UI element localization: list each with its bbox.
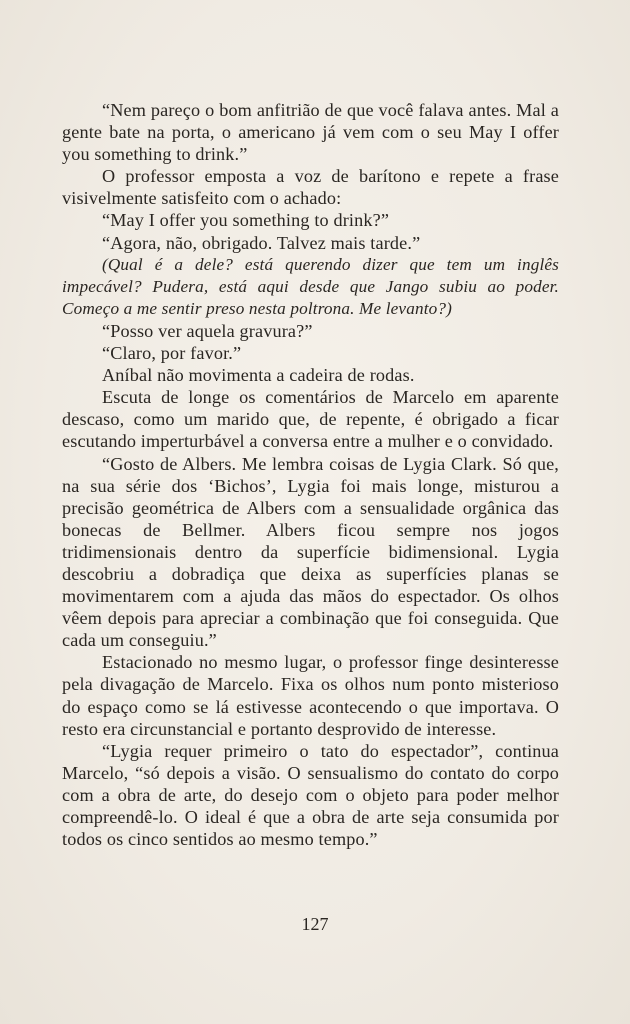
- paragraph-4: “Agora, não, obrigado. Talvez mais tarde.”: [102, 232, 421, 253]
- body-text: [62, 99, 559, 850]
- paragraph-7: “Claro, por favor.”: [102, 343, 242, 364]
- paragraph-10: “Gosto de Albers. Me lembra coisas de Lygia Clark. Só que, na sua série dos ‘Bichos’, Lygia foi mais longe, misturou a precisão geométrica de Albers com a sensualidade orgânica das bonecas de Bellmer. Albers ficou sempre nos jogos tridimensionais dentro da superfície bidimensional. Lygia descobriu a dobradiça que deixa as superfícies planas se movimentarem com a ajuda das mãos do espectador. Os olhos vêem depois para apreciar a combinação que foi conseguida. Que cada um conseguiu.”: [62, 453, 559, 651]
- paragraph-8: Aníbal não movimenta a cadeira de rodas.: [102, 365, 415, 386]
- paragraph-6: “Posso ver aquela gravura?”: [102, 320, 313, 341]
- paragraph-5-italic-aside: (Qual é a dele? está querendo dizer que tem um inglês impecável? Pudera, está aqui desde que Jango subiu ao poder. Começo a me sentir preso nesta poltrona. Me levanto?): [62, 254, 559, 318]
- paragraph-2: O professor emposta a voz de barítono e repete a frase visivelmente satisfeito com o achado:: [62, 166, 559, 209]
- paragraph-3: “May I offer you something to drink?”: [102, 210, 390, 231]
- paragraph-11: Estacionado no mesmo lugar, o professor finge desinteresse pela divagação de Marcelo. Fixa os olhos num ponto misterioso do espaço como se lá estivesse acontecendo o que importava. O resto era circunstancial e portanto desprovido de interesse.: [62, 652, 559, 739]
- paragraph-12: “Lygia requer primeiro o tato do espectador”, continua Marcelo, “só depois a visão. O sensualismo do contato do corpo com a obra de arte, do desejo com o objeto para poder melhor compreendê-lo. O ideal é que a obra de arte seja consumida por todos os cinco sentidos ao mesmo tempo.”: [62, 740, 559, 850]
- page-number: 127: [301, 914, 329, 934]
- paragraph-9: Escuta de longe os comentários de Marcelo em aparente descaso, como um marido que, de repente, é obrigado a ficar escutando imperturbável a conversa entre a mulher e o convidado.: [62, 387, 559, 452]
- paragraph-1: “Nem pareço o bom anfitrião de que você falava antes. Mal a gente bate na porta, o americano já vem com o seu May I offer you something to drink.”: [62, 100, 559, 165]
